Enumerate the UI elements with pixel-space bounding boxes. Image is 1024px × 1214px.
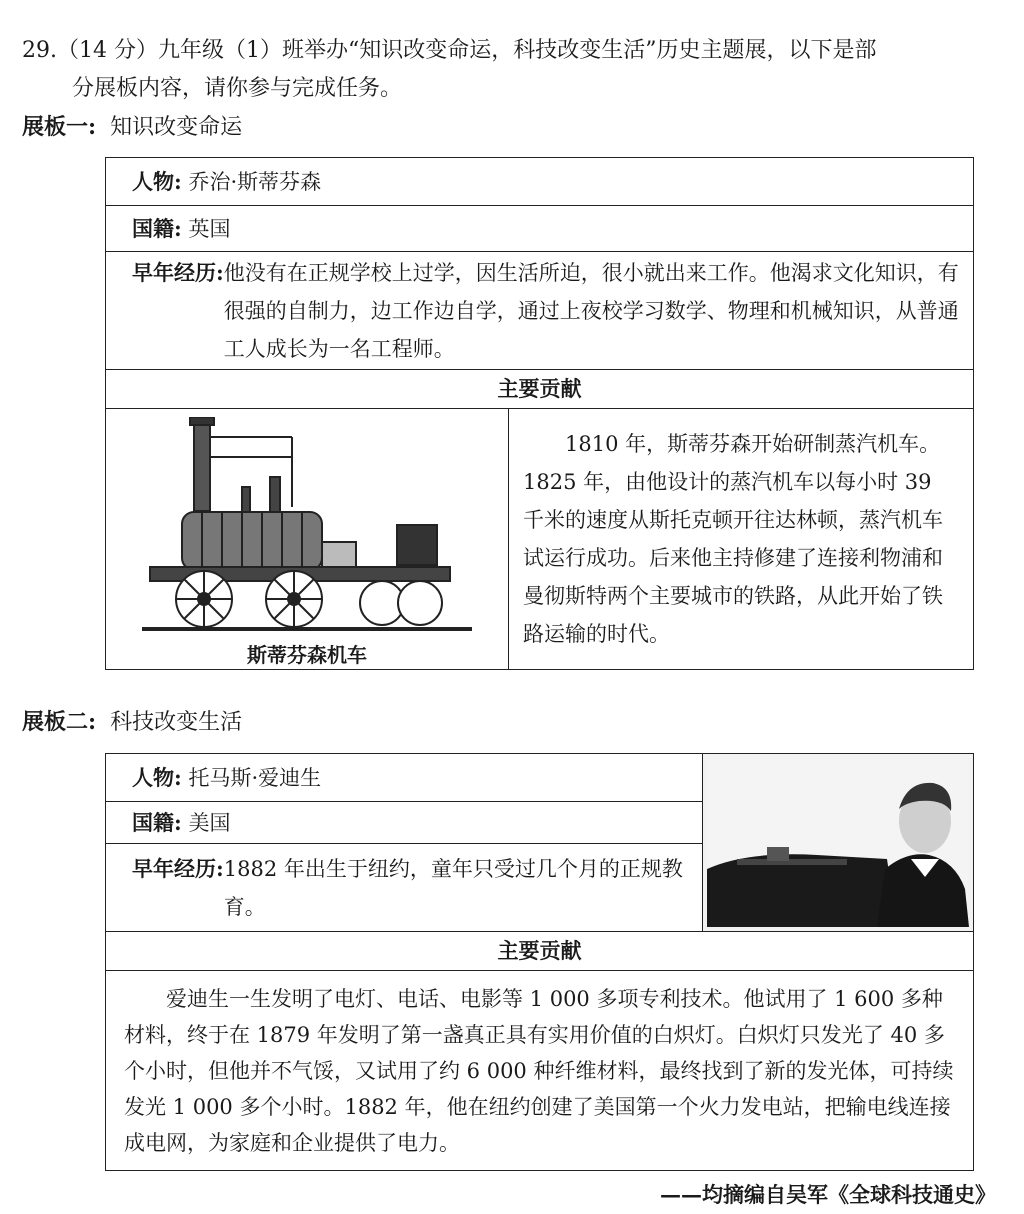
board2-table bbox=[105, 753, 974, 1171]
board1-early-row bbox=[106, 252, 974, 370]
board2-contrib-text: 爱迪生一生发明了电灯、电话、电影等 1 000 多项专利技术。他试用了 1 600 多种材料，终于在 1879 年发明了第一盏真正具有实用价值的白炽灯。白炽灯只发光了 40 多个小时，但他并不气馁，又试用了约 6 000 种纤维材料，最终找到了新的发光体，可持续发光 1 000 多个小时。1882 年，他在纽约创建了美国第一个火力发电站，把输电线连接成电网，为家庭和企业提供了电力。 bbox=[106, 971, 974, 1171]
board2-early-row bbox=[106, 844, 703, 932]
board2-title bbox=[22, 707, 242, 738]
board1-title bbox=[22, 112, 242, 143]
board2-person-label: 人物: bbox=[132, 764, 182, 790]
board1-title-label: 展板一: bbox=[22, 114, 97, 140]
question-line-2: 分展板内容，请你参与完成任务。 bbox=[72, 76, 403, 101]
board1-early-value: 他没有在正规学校上过学，因生活所迫，很小就出来工作。他渴求文化知识，有很强的自制力，边工作边自学，通过上夜校学习数学、物理和机械知识，从普通工人成长为一名工程师。 bbox=[223, 260, 959, 361]
board1-image-caption: 斯蒂芬森机车 bbox=[247, 643, 367, 667]
board1-nation-value: 英国 bbox=[188, 216, 231, 241]
board1-contrib-text: 1810 年，斯蒂芬森开始研制蒸汽机车。1825 年，由他设计的蒸汽机车以每小时 39 千米的速度从斯托克顿开往达林顿，蒸汽机车试运行成功。后来他主持修建了连接利物浦和曼彻斯特两个主要城市的铁路，从此开始了铁路运输的时代。 bbox=[509, 409, 974, 670]
board1-person-label: 人物: bbox=[132, 168, 182, 194]
board1-nation-row bbox=[106, 206, 974, 252]
board1-person-row bbox=[106, 158, 974, 206]
question-line-1: 29.（14 分）九年级（1）班举办“知识改变命运，科技改变生活”历史主题展，以下是部 bbox=[22, 38, 877, 63]
board2-person-row bbox=[106, 754, 703, 802]
board1-subtitle: 知识改变命运 bbox=[110, 115, 243, 140]
locomotive-image bbox=[142, 417, 472, 639]
source-citation: ——均摘编自吴军《全球科技通史》 bbox=[660, 1182, 996, 1207]
board1-early-label: 早年经历: bbox=[132, 259, 224, 285]
board2-portrait-cell bbox=[703, 754, 974, 932]
board1-nation-label: 国籍: bbox=[132, 215, 182, 241]
board2-early-label: 早年经历: bbox=[132, 855, 224, 881]
board2-nation-row bbox=[106, 802, 703, 844]
board1-contrib-header: 主要贡献 bbox=[106, 370, 974, 409]
board1-table bbox=[105, 157, 974, 670]
board1-image-cell bbox=[106, 409, 509, 670]
board2-nation-label: 国籍: bbox=[132, 809, 182, 835]
board2-title-label: 展板二: bbox=[22, 709, 97, 735]
board2-early-value: 1882 年出生于纽约，童年只受过几个月的正规教育。 bbox=[223, 856, 683, 919]
board2-subtitle: 科技改变生活 bbox=[110, 710, 243, 735]
board2-person-value: 托马斯·爱迪生 bbox=[188, 765, 322, 790]
board1-person-value: 乔治·斯蒂芬森 bbox=[188, 169, 322, 194]
board2-contrib-header: 主要贡献 bbox=[106, 932, 974, 971]
edison-portrait-image bbox=[707, 759, 969, 927]
board2-nation-value: 美国 bbox=[188, 810, 231, 835]
